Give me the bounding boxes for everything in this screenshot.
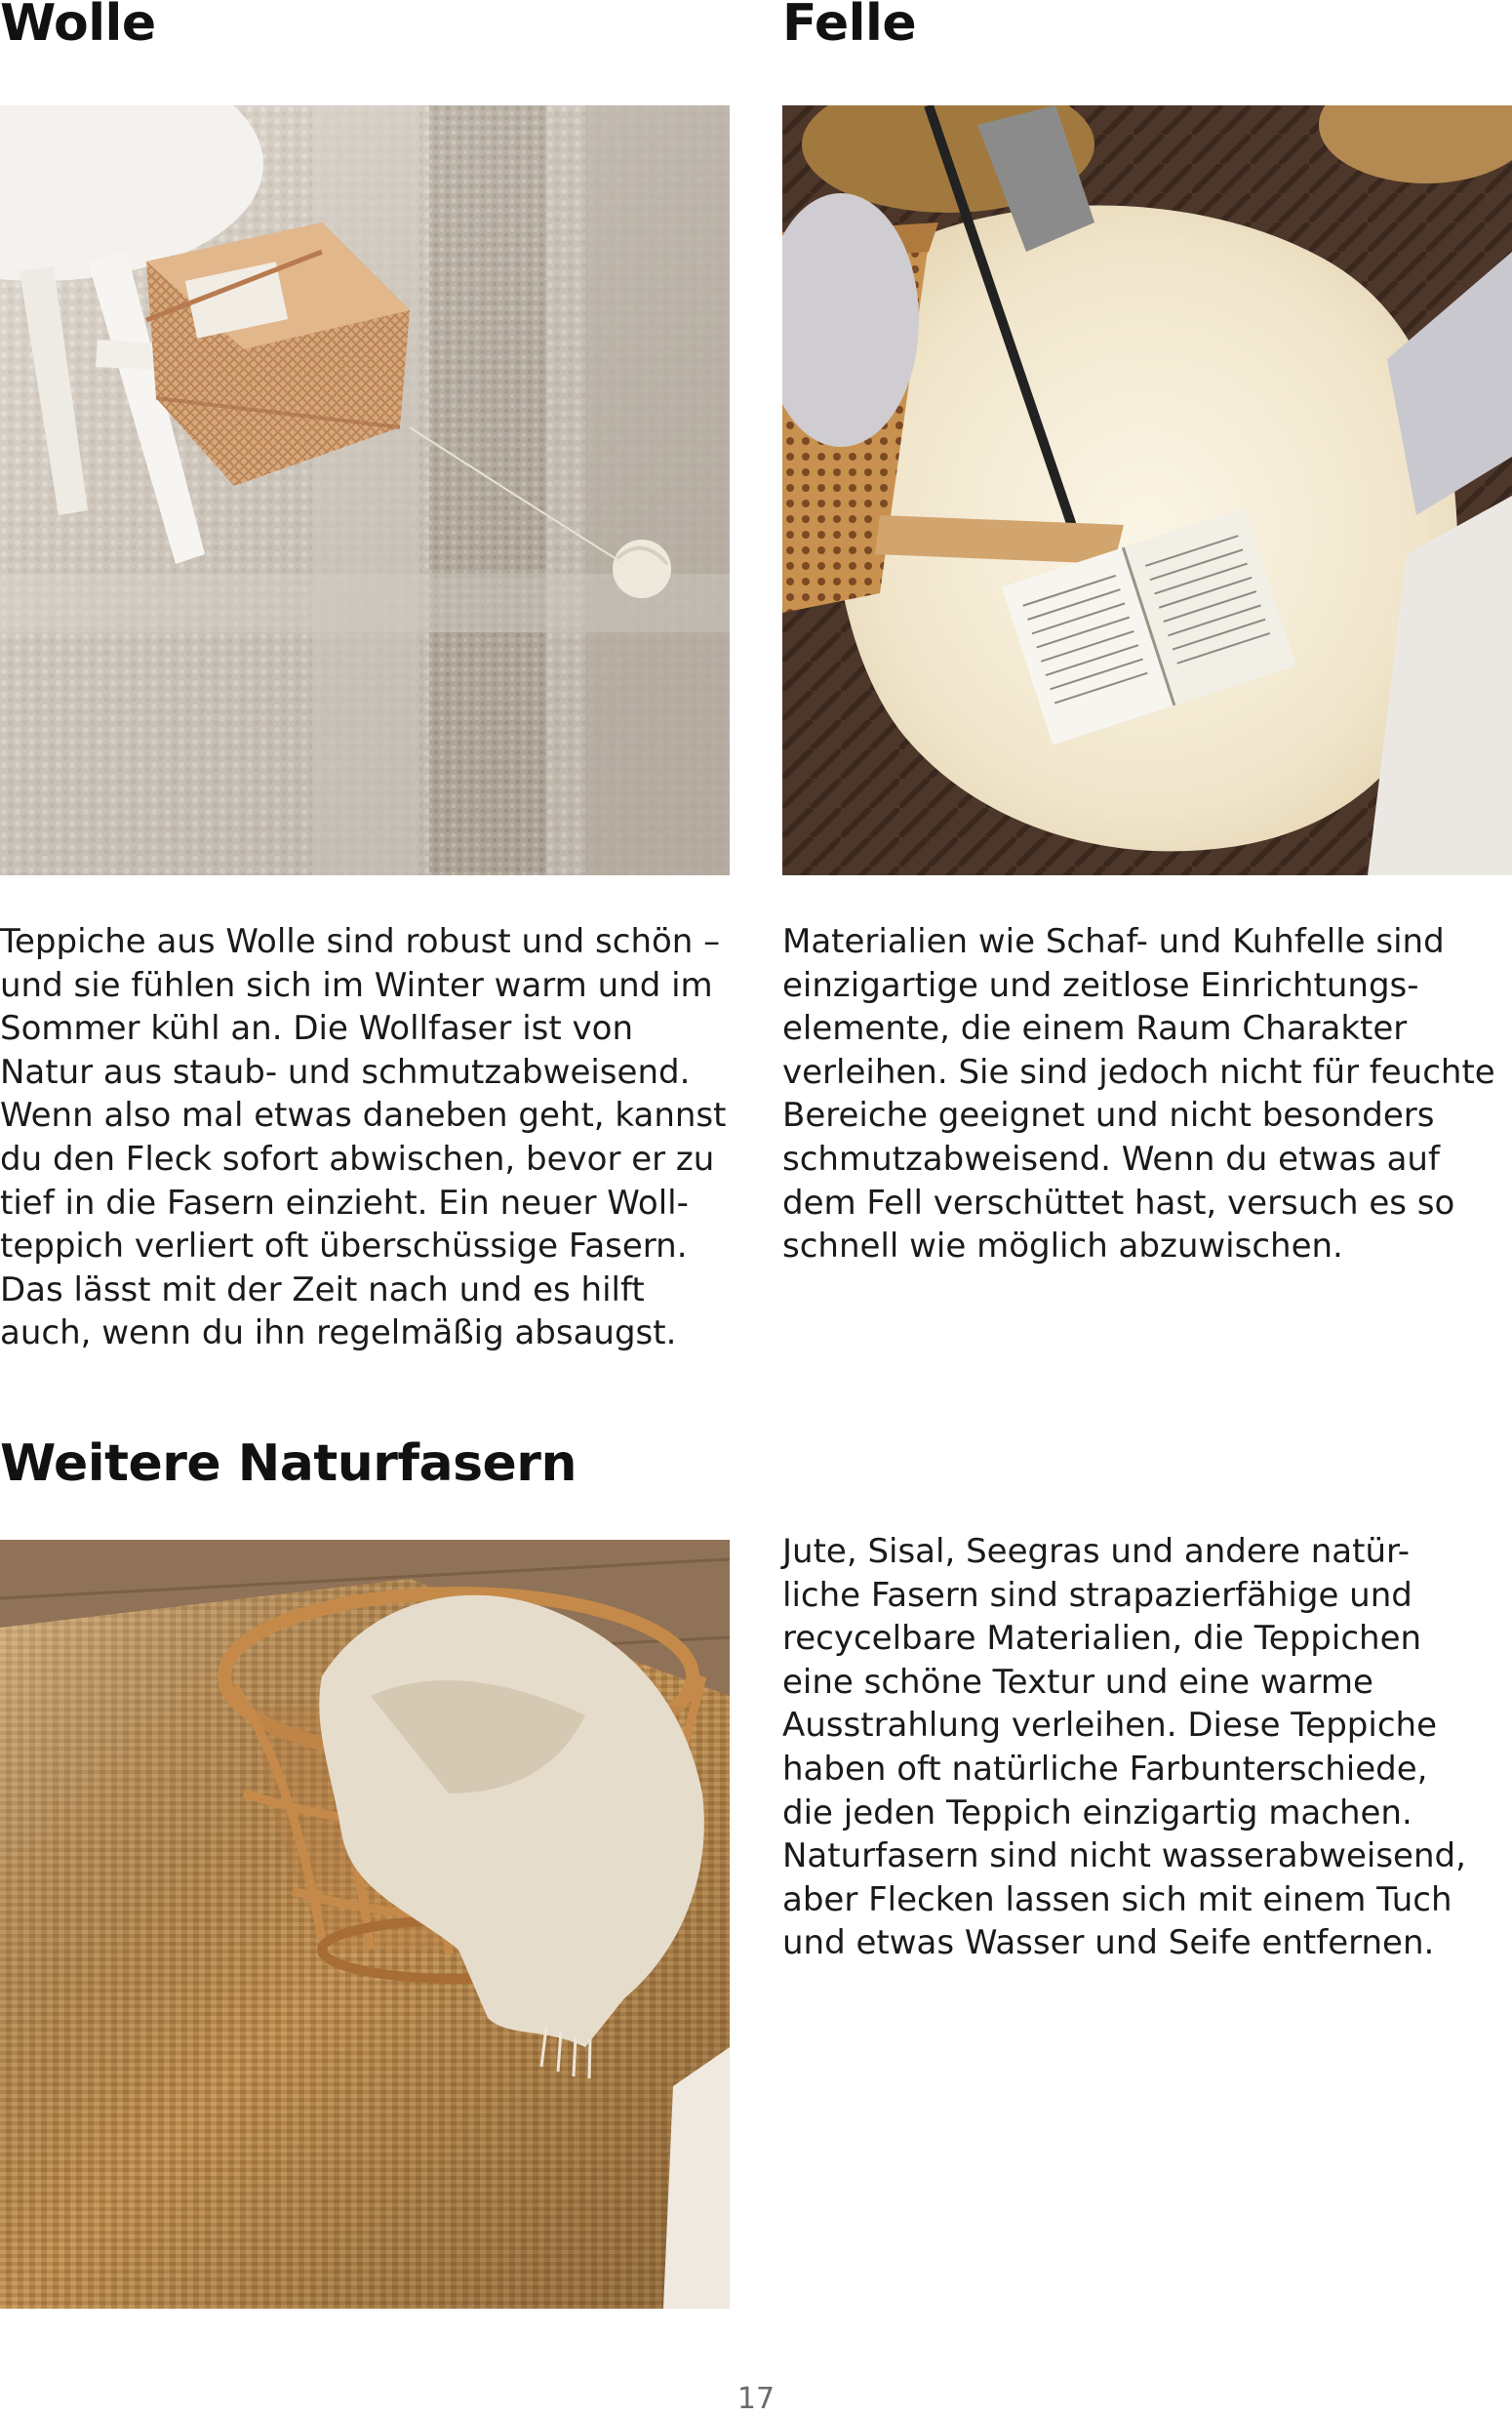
jute-rug-photo	[0, 1540, 730, 2309]
section-title-wolle: Wolle	[0, 0, 156, 53]
wool-rug-illustration	[0, 105, 730, 875]
wolle-body-text: Teppiche aus Wolle sind robust und schön – und sie fühlen sich im Winter warm und im Sommer kühl an. Die Wollfaser ist von Natur aus staub- und schmutzabweisend. Wenn also mal etwas daneben geht, kannst du den Fleck sofort abwischen, bevor er zu tief in die Fasern einzieht. Ein neuer Woll- teppich verliert oft überschüssige Fasern. Das lässt mit der Zeit nach und es hilft auch, wenn du ihn regelmäßig absaugst.	[0, 922, 727, 1353]
section-title-naturfasern: Weitere Naturfasern	[0, 1434, 577, 1493]
felle-body-text: Materialien wie Schaf- und Kuhfelle sind einzigartige und zeitlose Einrichtungs- elemente, die einem Raum Charakter verleihen. Sie sind jedoch nicht für feuchte Bereiche geeignet und nicht besonders schmutzabweisend. Wenn du etwas auf dem Fell verschüttet hast, versuch es so schnell wie möglich abzuwischen.	[782, 922, 1495, 1267]
sheepskin-photo	[782, 105, 1512, 875]
naturfasern-body-text: Jute, Sisal, Seegras und andere natür- liche Fasern sind strapazierfähige und recycelbare Materialien, die Teppichen eine schöne Textur und eine warme Ausstrahlung verleihen. Diese Teppiche haben oft natürliche Farbunterschiede, die jeden Teppich einzigartig machen. Naturfasern sind nicht wasserabweisend, aber Flecken lassen sich mit einem Tuch und etwas Wasser und Seife entfernen.	[782, 1532, 1466, 1963]
jute-rug-illustration	[0, 1540, 730, 2309]
wool-rug-photo	[0, 105, 730, 875]
section-title-felle: Felle	[782, 0, 917, 53]
page-number: 17	[736, 2382, 776, 2416]
sheepskin-illustration	[782, 105, 1512, 875]
